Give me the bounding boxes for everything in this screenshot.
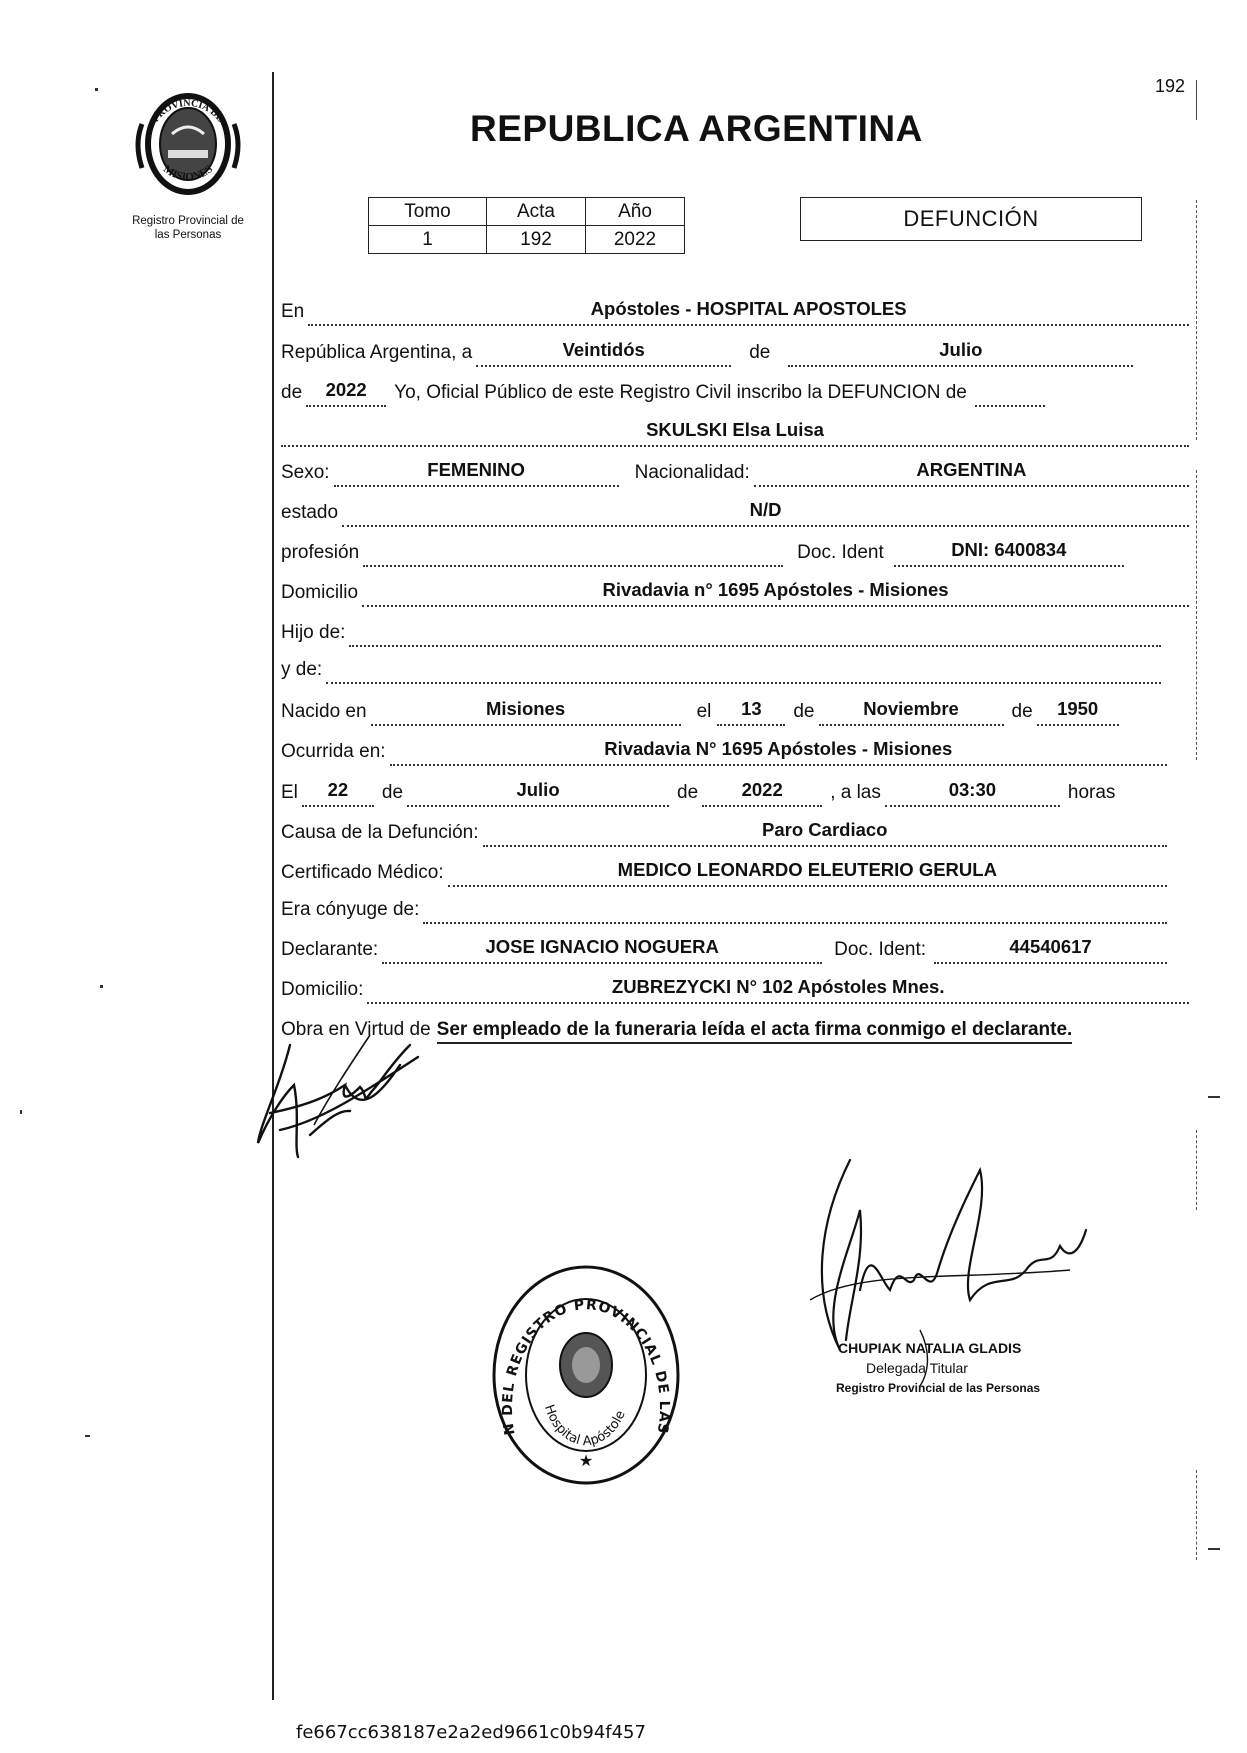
label-profesion: profesión [281,542,360,563]
field-domicilio: Rivadavia n° 1695 Apóstoles - Misiones [362,579,1189,607]
row-fecha-hora [281,773,1189,807]
label-de: de [381,782,404,803]
label-domicilio: Domicilio [281,582,359,603]
field-certificado: MEDICO LEONARDO ELEUTERIO GERULA [448,859,1167,887]
label-a-las: , a las [830,782,881,803]
field-hijo-de [349,619,1161,647]
table-header-cell: Año [586,198,685,226]
label-nacionalidad: Nacionalidad: [634,462,750,483]
row-causa [281,813,1189,847]
field-nombre: SKULSKI Elsa Luisa [281,419,1189,447]
svg-text:★: ★ [578,1453,594,1470]
row-ocurrida [281,732,1189,766]
label-nacido-en: Nacido en [281,701,367,722]
registry-line: Registro Provincial de [132,215,244,227]
label-doc-ident: Doc. Ident [797,542,884,563]
label-sexo: Sexo: [281,462,330,483]
official-seal [486,1260,686,1495]
table-row [369,226,685,254]
label-doc-ident2: Doc. Ident: [834,939,927,960]
row-y-de [281,650,1189,684]
field-declarante: JOSE IGNACIO NOGUERA [382,936,822,964]
field-mes2: Julio [407,779,669,807]
row-estado [281,493,1189,527]
field-dia: 22 [302,779,374,807]
label-y-de: y de: [281,659,323,680]
label-obra: Obra en Virtud de [281,1019,431,1040]
field-estado: N/D [342,499,1189,527]
label-hijo-de: Hijo de: [281,622,346,643]
row-nacimiento [281,692,1189,726]
field-conyuge [423,896,1167,924]
field-declarante-domicilio: ZUBREZYCKI N° 102 Apóstoles Mnes. [367,976,1189,1004]
field-blank [975,379,1045,407]
row-conyuge [281,890,1189,924]
field-nac-dia: 13 [717,698,785,726]
field-obra: Ser empleado de la funeraria leída el acta firma conmigo el declarante. [437,1019,1073,1044]
label-el: el [696,701,712,722]
label-el: El [281,782,298,803]
left-margin-rule [272,72,274,1700]
field-y-de [326,656,1161,684]
label-horas: horas [1067,782,1116,803]
field-documento: DNI: 6400834 [894,539,1124,567]
seal-outer-text: N DEL REGISTRO PROVINCIAL DE LAS [499,1297,673,1437]
label-estado: estado [281,502,339,523]
right-edge-mark [1196,470,1198,760]
scan-speck [100,985,103,988]
right-edge-mark [1196,1130,1198,1210]
label-causa: Causa de la Defunción: [281,822,479,843]
registry-caption [98,214,278,242]
table-cell: 192 [487,226,586,254]
field-sexo: FEMENINO [334,459,619,487]
row-profesion [281,533,1189,567]
label-certificado: Certificado Médico: [281,862,444,883]
field-profesion [363,539,783,567]
label-de: de [281,382,303,403]
right-edge-mark [1196,80,1197,120]
table-header-row [369,198,685,226]
scan-speck [1208,1548,1220,1550]
row-lugar [281,292,1189,326]
page-number: 192 [1155,76,1186,96]
row-sexo [281,453,1189,487]
label-domicilio2: Domicilio: [281,979,364,1000]
scan-speck [95,88,98,91]
field-lugar: Apóstoles - HOSPITAL APOSTOLES [308,298,1189,326]
official-name: CHUPIAK NATALIA GLADIS [838,1340,1022,1356]
label-republica: República Argentina, a [281,342,473,363]
seal-inner-text: Hospital Apóstole [540,1402,629,1450]
label-de: de [793,701,815,722]
field-anio: 2022 [306,379,386,407]
field-nacido-en: Misiones [371,698,681,726]
field-mes: Julio [788,339,1133,367]
field-hora: 03:30 [885,779,1060,807]
row-domicilio [281,573,1189,607]
field-declarante-doc: 44540617 [934,936,1167,964]
field-dia-letras: Veintidós [476,339,731,367]
declarant-signature [250,1025,440,1180]
official-role: Delegada Titular [866,1360,968,1376]
table-header-cell: Acta [487,198,586,226]
row-hijo-de [281,613,1189,647]
scan-speck [85,1435,90,1437]
crest-bottom-text: MISIONES [161,163,215,184]
row-declarante [281,930,1189,964]
field-nac-anio: 1950 [1037,698,1119,726]
label-de: de [749,342,771,363]
scan-speck [1208,1096,1220,1098]
registry-line: las Personas [154,229,222,241]
label-en: En [281,301,305,322]
field-nacionalidad: ARGENTINA [754,459,1189,487]
table-cell: 1 [369,226,487,254]
document-type: DEFUNCIÓN [903,206,1039,231]
label-de: de [677,782,699,803]
table-cell: 2022 [586,226,685,254]
official-stamp [836,1338,1040,1398]
label-declarante: Declarante: [281,939,379,960]
crest-top-text: PROVINCIA DE [150,97,226,125]
official-org: Registro Provincial de las Personas [836,1381,1041,1395]
row-domicilio-declarante [281,970,1189,1004]
label-conyuge: Era cónyuge de: [281,899,420,920]
row-fecha [281,333,1189,367]
document-type-box [800,197,1142,241]
row-certificado [281,853,1189,887]
field-anio2: 2022 [702,779,822,807]
field-ocurrida-en: Rivadavia N° 1695 Apóstoles - Misiones [390,738,1167,766]
right-edge-mark [1196,200,1198,440]
scan-speck [20,1110,22,1114]
province-crest [128,84,248,204]
label-ocurrida-en: Ocurrida en: [281,741,386,762]
field-causa: Paro Cardiaco [483,819,1167,847]
row-anio [281,373,1189,407]
right-edge-mark [1196,1470,1198,1560]
table-header-cell: Tomo [369,198,487,226]
label-de: de [1011,701,1033,722]
row-nombre [281,413,1189,447]
document-hash: fe667cc638187e2a2ed9661c0b94f457 [296,1722,646,1743]
field-nac-mes: Noviembre [819,698,1004,726]
page-title: REPUBLICA ARGENTINA [470,108,923,149]
label-yo-oficial: Yo, Oficial Público de este Registro Civil inscribo la DEFUNCION de [394,382,967,403]
reference-table [368,197,685,254]
